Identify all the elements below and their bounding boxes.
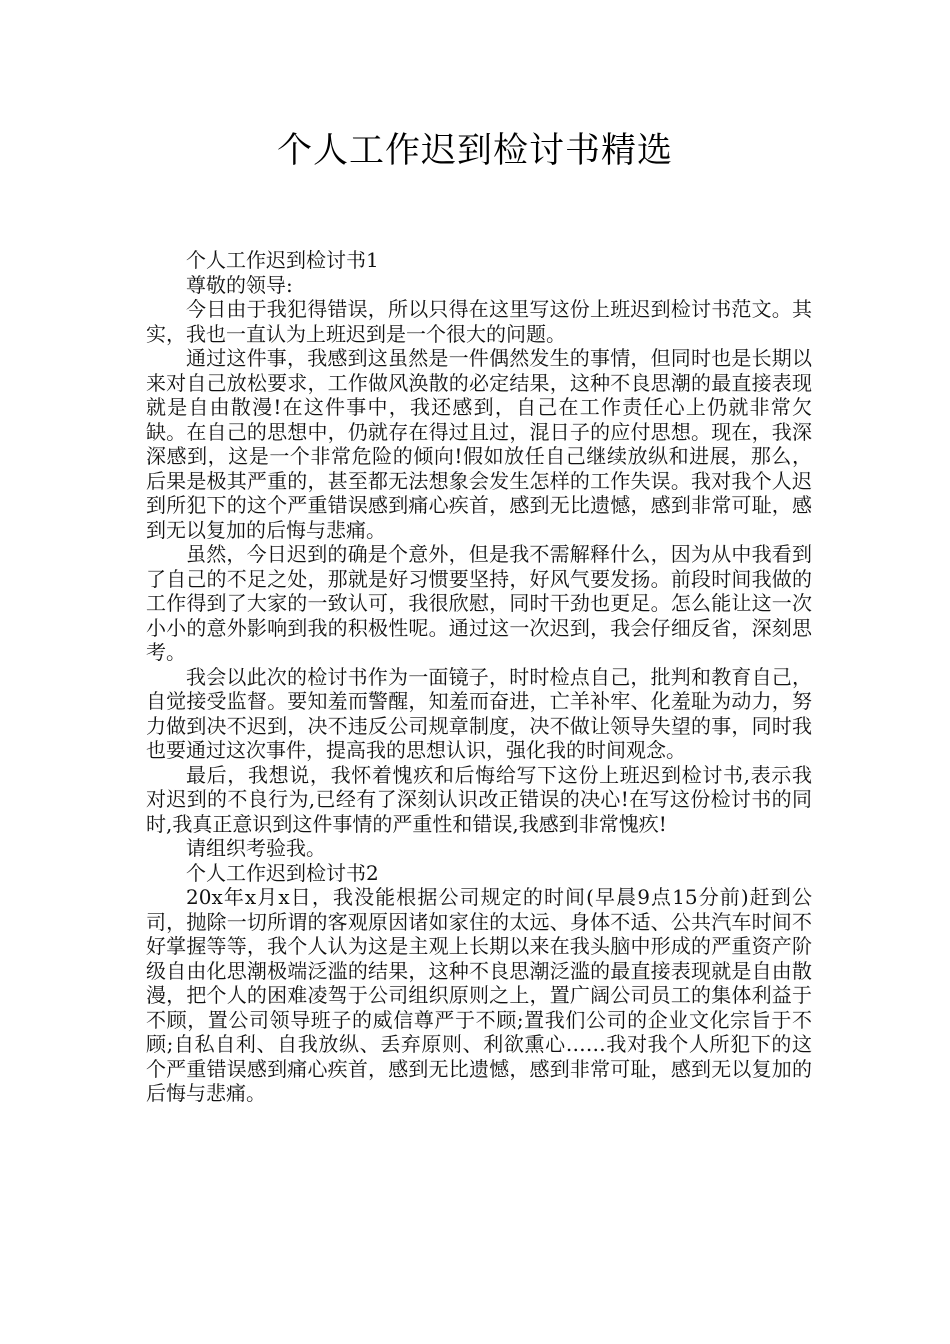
salutation: 尊敬的领导: [186,272,293,297]
body-paragraph: 虽然，今日迟到的确是个意外，但是我不需解释什么，因为从中我看到了自己的不足之处，那就是好习惯要坚持，好风气要发扬。前段时间我做的工作得到了大家的一致认可，我很欣慰，同时干劲也更足。怎么能让这一次小小的意外影响到我的积极性呢。通过这一次迟到，我会仔细反省，深刻思考。 [146,542,812,664]
body-paragraph: 我会以此次的检讨书作为一面镜子，时时检点自己，批判和教育自己，自觉接受监督。要知羞而警醒，知羞而奋进，亡羊补牢、化羞耻为动力，努力做到决不迟到，决不违反公司规章制度，决不做让领导失望的事，同时我也要通过这次事件，提高我的思想认识，强化我的时间观念。 [146,664,812,762]
document-title: 个人工作迟到检讨书精选 [276,131,673,171]
closing-line: 请组织考验我。 [186,836,326,860]
section-heading: 个人工作迟到检讨书2 [186,860,379,885]
body-paragraph: 最后，我想说，我怀着愧疚和后悔给写下这份上班迟到检讨书,表示我对迟到的不良行为,已经有了深刻认识改正错误的决心!在写这份检讨书的同时,我真正意识到这件事情的严重性和错误,我感到非常愧疚! [146,762,812,836]
body-paragraph: 通过这件事，我感到这虽然是一件偶然发生的事情，但同时也是长期以来对自己放松要求，工作做风涣散的必定结果，这种不良思潮的最直接表现就是自由散漫!在这件事中，我还感到，自己在工作责任心上仍就非常欠缺。在自己的思想中，仍就存在得过且过，混日子的应付思想。现在，我深深感到，这是一个非常危险的倾向!假如放任自己继续放纵和进展，那么，后果是极其严重的，甚至都无法想象会发生怎样的工作失误。我对我个人迟到所犯下的这个严重错误感到痛心疾首，感到无比遗憾，感到非常可耻，感到无以复加的后悔与悲痛。 [146,346,812,542]
document-body [146,248,812,1106]
body-paragraph: 20x年x月x日，我没能根据公司规定的时间(早晨9点15分前)赶到公司，抛除一切所谓的客观原因诸如家住的太远、身体不适、公共汽车时间不好掌握等等，我个人认为这是主观上长期以来在我头脑中形成的严重资产阶级自由化思潮极端泛滥的结果，这种不良思潮泛滥的最直接表现就是自由散漫，把个人的困难凌驾于公司组织原则之上，置广阔公司员工的集体利益于不顾，置公司领导班子的威信尊严于不顾;置我们公司的企业文化宗旨于不顾;自私自利、自我放纵、丢弃原则、利欲熏心……我对我个人所犯下的这个严重错误感到痛心疾首，感到无比遗憾，感到非常可耻，感到无以复加的后悔与悲痛。 [146,885,812,1105]
body-paragraph: 今日由于我犯得错误，所以只得在这里写这份上班迟到检讨书范文。其实，我也一直认为上班迟到是一个很大的问题。 [146,297,812,346]
section-heading: 个人工作迟到检讨书1 [186,248,379,272]
